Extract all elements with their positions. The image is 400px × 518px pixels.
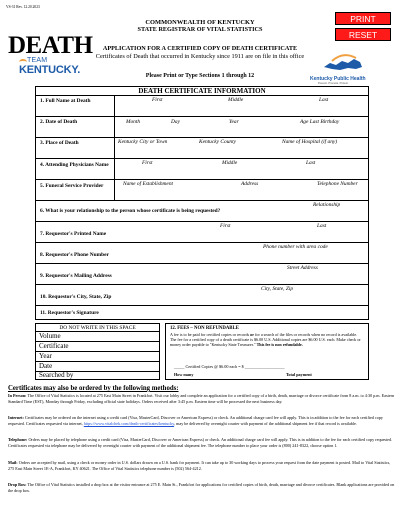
label-relationship: 6. What is your relationship to the person whose certificate is being requested? [40, 208, 221, 214]
row-date-of-death [36, 117, 368, 138]
requestor-name-input[interactable] [166, 234, 366, 240]
fees-how-many: How many [174, 372, 194, 377]
reset-button[interactable]: RESET [335, 28, 391, 41]
team-kentucky-logo-state: KENTUCKY. [19, 64, 81, 76]
row-requestor-name [36, 222, 368, 243]
death-certificate-form [35, 86, 369, 320]
hint-street: Street Address [287, 265, 318, 271]
row-relationship [36, 201, 368, 222]
funeral-provider-input[interactable] [116, 191, 366, 197]
vitalchek-link[interactable]: https://www.vitalchek.com/death-certificates/kentucky [83, 420, 175, 426]
label-date-of-death: 2. Date of Death [40, 119, 78, 125]
hint-hospital: Name of Hospital (if any) [282, 139, 338, 145]
hint-first: First [152, 97, 163, 103]
label-full-name: 1. Full Name at Death [40, 98, 91, 104]
office-volume: Volume [36, 332, 159, 342]
fees-total-payment: Total payment [286, 372, 312, 377]
application-title: APPLICATION FOR A CERTIFIED COPY OF DEATH CERTIFICATE [102, 45, 298, 52]
kph-tagline: Prevent. Promote. Protect. [318, 82, 349, 85]
row-full-name [36, 96, 368, 117]
signature-input[interactable] [146, 311, 366, 317]
fees-box [165, 323, 369, 380]
hint-establishment: Name of Establishment [123, 181, 174, 187]
row-requestor-address [36, 264, 368, 285]
drop-box-paragraph: Drop Box: The Office of Vital Statistics installed a drop box at the visitor entrance at 275 E. Main St., Frankfort for applications for certified copies of birth, death, marriage and divorce certificates. Blank applications are provided on the drop box. [8, 482, 395, 493]
label-funeral-provider: 5. Funeral Service Provider [40, 183, 104, 189]
ordering-heading: Certificates may also be ordered by the following methods: [8, 385, 179, 392]
office-certificate: Certificate [36, 342, 159, 352]
office-use-title: DO NOT WRITE IN THIS SPACE [36, 324, 159, 332]
hint-last: Last [306, 160, 316, 166]
row-funeral-provider [36, 180, 368, 201]
fees-text: A fee is to be paid for certified copies or records or for a search of the files or records when no record is available. The fee for a certified copy of a death certificate is $6.00 U.S. Additional copies are $6.00 U.S. each. Make check or money order payable to "Kentucky State Treasurer." This fee is non refundable. [170, 332, 361, 348]
hint-last: Last [319, 97, 329, 103]
print-button[interactable]: PRINT [335, 12, 391, 25]
hint-age: Age Last Birthday [300, 119, 340, 125]
header-commonwealth: COMMONWEALTH OF KENTUCKY [145, 19, 255, 26]
row-requestor-city [36, 285, 368, 306]
hint-last: Last [317, 223, 327, 229]
hint-first: First [220, 223, 231, 229]
office-date: Date [36, 362, 159, 372]
label-requestor-name: 7. Requestor's Printed Name [40, 231, 107, 237]
date-of-death-input[interactable] [116, 128, 366, 134]
kph-name: Kentucky Public Health [310, 76, 366, 82]
hint-county: Kentucky County [199, 139, 236, 145]
physician-input[interactable] [116, 170, 366, 176]
office-year: Year [36, 352, 159, 362]
relationship-input[interactable] [276, 213, 366, 219]
in-person-paragraph: In Person: The Office of Vital Statistics is located at 275 East Main Street in Frankfort. Visit our lobby and complete an application for a certified copy of a birth, death, marriage or divorce certificate from 8 a.m. to 4:30 p.m. Eastern Standard Time (EST), Monday through Friday, excluding official state holidays. Orders received after 3:45 p.m. Eastern time will be processed the next business day. [8, 393, 395, 404]
place-of-death-input[interactable] [116, 149, 366, 155]
telephone-paragraph: Telephone: Orders may be placed by telephone using a credit card (Visa, MasterCard, Discover or American Express) or check. An additional charge card fee will apply. This is in addition to the fee for each certified copy requested. Certificates requested via telephone may be delivered by overnight courier with payment of the additional shipment fee. The telephone number to place your order is (800) 241-8322, choose option 1. [8, 437, 393, 448]
internet-paragraph: Internet: Certificates may be ordered on the internet using a credit card (Visa, MasterCard, Discover or American Express) or check. An additional charge card fee will apply. This is in addition to the fee for each certified copy requested. Certificates requested via internet, https://www.vitalchek.com/death-certificates/kentucky, may be delivered by overnight courier with payment of the additional shipment fee if that record is available. [8, 415, 383, 426]
label-requestor-address: 9. Requestor's Mailing Address [40, 273, 112, 279]
print-note: Please Print or Type Sections 1 through 12 [145, 73, 255, 79]
office-searched-by: Searched by [39, 371, 74, 379]
hint-city: Kentucky City or Town [118, 139, 168, 145]
hint-city-state-zip: City, State, Zip [261, 286, 294, 292]
mail-paragraph: Mail: Orders are accepted by mail, using a check or money order in U.S. dollars drawn on a U.S. bank for payment. It can take up to 30 working days to process your request from the date payment is posted. Mail to Vital Statistics, 275 East Main Street 1E-A, Frankfort, KY 40621. The Office of Vital Statistics telephone number is (502) 564-4212. [8, 460, 391, 471]
hint-relationship: Relationship [313, 202, 341, 208]
requestor-city-input[interactable] [166, 297, 366, 303]
hint-first: First [142, 160, 153, 166]
hint-phone: Phone number with area code [263, 244, 328, 250]
header-registrar: STATE REGISTRAR OF VITAL STATISTICS [137, 26, 263, 33]
requestor-phone-input[interactable] [166, 255, 366, 261]
row-place-of-death [36, 138, 368, 159]
row-physician [36, 159, 368, 180]
hint-telephone: Telephone Number [317, 181, 358, 187]
hint-address: Address [241, 181, 259, 187]
label-place-of-death: 3. Place of Death [40, 140, 79, 146]
requestor-address-input[interactable] [166, 276, 366, 282]
copies-count-input[interactable] [172, 363, 196, 369]
hint-year: Year [229, 119, 239, 125]
full-name-input[interactable] [116, 107, 366, 113]
hint-month: Month [126, 119, 141, 125]
fees-title: 12. FEES – NON REFUNDABLE [170, 326, 239, 331]
row-requestor-phone [36, 243, 368, 264]
label-physician: 4. Attending Physicians Name [40, 162, 109, 168]
hint-middle: Middle [222, 160, 238, 166]
death-title: DEATH [8, 32, 93, 59]
application-subtitle: Certificates of Death that occurred in Kentucky since 1911 are on file in this office [95, 53, 305, 60]
office-use-box [35, 323, 160, 380]
form-title: DEATH CERTIFICATE INFORMATION [36, 87, 368, 96]
label-signature: 11. Requestor's Signature [40, 310, 99, 316]
hint-day: Day [171, 119, 180, 125]
team-kentucky-logo-team: TEAM [27, 57, 48, 64]
row-signature [36, 306, 368, 320]
form-id: VS-31 Rev. 12.20.2023 [6, 5, 40, 9]
fees-copies-line: _____ Certified Copies @ $6.00 each = $ ___________________ [174, 364, 285, 369]
kentucky-public-health-logo-icon [322, 53, 364, 75]
total-payment-input[interactable] [298, 363, 358, 369]
label-requestor-city: 10. Requestor's City, State, Zip [40, 294, 112, 300]
hint-middle: Middle [228, 97, 244, 103]
label-requestor-phone: 8. Requestor's Phone Number [40, 252, 109, 258]
